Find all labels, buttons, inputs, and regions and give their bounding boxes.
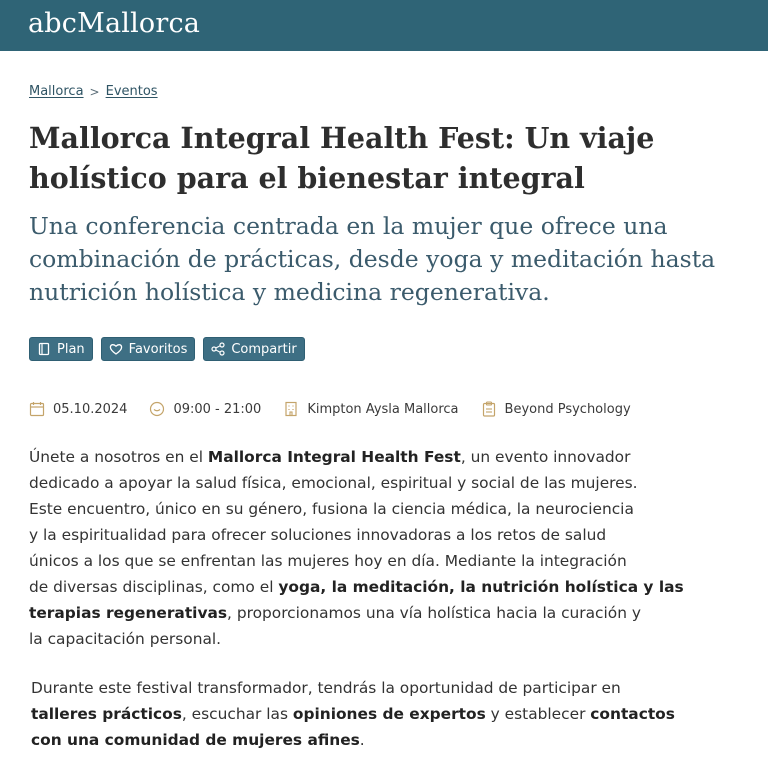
action-buttons bbox=[29, 337, 305, 361]
event-time bbox=[149, 401, 261, 417]
page-title bbox=[29, 118, 749, 198]
bold-text: talleres prácticos bbox=[31, 705, 182, 723]
title-line: Mallorca Integral Health Fest: Un viaje bbox=[29, 121, 655, 155]
subtitle-line: nutrición holística y medicina regenerativa. bbox=[29, 278, 550, 306]
paragraph-line bbox=[29, 444, 744, 470]
event-time-text: 09:00 - 21:00 bbox=[173, 401, 262, 417]
page-subtitle bbox=[29, 210, 749, 309]
site-logo[interactable]: abcMallorca bbox=[28, 8, 201, 39]
event-organizer-text: Beyond Psychology bbox=[504, 401, 631, 417]
breadcrumb-separator: > bbox=[89, 84, 100, 99]
paragraph-line: la capacitación personal. bbox=[29, 630, 222, 648]
paragraph-line bbox=[31, 727, 746, 753]
article-paragraph bbox=[29, 444, 744, 652]
calendar-icon bbox=[29, 401, 45, 417]
event-date bbox=[29, 401, 127, 417]
paragraph-line: Durante este festival transformador, tendrás la oportunidad de participar en bbox=[31, 679, 621, 697]
event-venue bbox=[283, 401, 458, 417]
text-span: y establecer bbox=[485, 705, 591, 723]
breadcrumb-eventos[interactable]: Eventos bbox=[105, 84, 158, 99]
compartir-button[interactable] bbox=[203, 337, 304, 361]
subtitle-line: Una conferencia centrada en la mujer que ofrece una bbox=[29, 212, 668, 240]
heart-icon bbox=[109, 342, 123, 356]
plan-icon bbox=[37, 342, 51, 356]
text-span: , un evento innovador bbox=[460, 448, 631, 466]
event-organizer bbox=[481, 401, 631, 417]
paragraph-line bbox=[29, 600, 744, 626]
favoritos-label: Favoritos bbox=[128, 341, 188, 357]
text-span: , escuchar las bbox=[181, 705, 293, 723]
text-span: Únete a nosotros en el bbox=[29, 448, 208, 466]
paragraph-line: y la espiritualidad para ofrecer soluciones innovadoras a los retos de salud bbox=[29, 526, 607, 544]
event-venue-text: Kimpton Aysla Mallorca bbox=[307, 401, 459, 417]
subtitle-line: combinación de prácticas, desde yoga y meditación hasta bbox=[29, 245, 716, 273]
bold-text: con una comunidad de mujeres afines bbox=[31, 731, 360, 749]
clock-icon bbox=[149, 401, 165, 417]
paragraph-line: únicos a los que se enfrentan las mujeres hoy en día. Mediante la integración bbox=[29, 552, 627, 570]
paragraph-line bbox=[29, 574, 744, 600]
clipboard-icon bbox=[481, 401, 497, 417]
site-header bbox=[0, 0, 768, 51]
breadcrumb bbox=[29, 84, 158, 99]
bold-text: opiniones de expertos bbox=[292, 705, 486, 723]
favoritos-button[interactable] bbox=[101, 337, 196, 361]
building-icon bbox=[283, 401, 299, 417]
article-paragraph bbox=[31, 675, 746, 753]
bold-text: yoga, la meditación, la nutrición holística y las bbox=[278, 578, 684, 596]
compartir-label: Compartir bbox=[231, 341, 297, 357]
plan-button[interactable] bbox=[29, 337, 93, 361]
paragraph-line: Este encuentro, único en su género, fusiona la ciencia médica, la neurociencia bbox=[29, 500, 634, 518]
text-span: , proporcionamos una vía holística hacia la curación y bbox=[227, 604, 641, 622]
title-line: holístico para el bienestar integral bbox=[29, 161, 585, 195]
text-span: de diversas disciplinas, como el bbox=[29, 578, 279, 596]
breadcrumb-mallorca[interactable]: Mallorca bbox=[29, 84, 84, 99]
plan-label: Plan bbox=[57, 341, 85, 357]
paragraph-line bbox=[31, 701, 746, 727]
share-icon bbox=[211, 342, 225, 356]
bold-text: contactos bbox=[590, 705, 675, 723]
bold-text: terapias regenerativas bbox=[29, 604, 228, 622]
bold-text: Mallorca Integral Health Fest bbox=[207, 448, 461, 466]
text-span: . bbox=[359, 731, 365, 749]
paragraph-line: dedicado a apoyar la salud física, emocional, espiritual y social de las mujeres. bbox=[29, 474, 638, 492]
event-date-text: 05.10.2024 bbox=[53, 401, 128, 417]
event-meta bbox=[29, 401, 653, 417]
